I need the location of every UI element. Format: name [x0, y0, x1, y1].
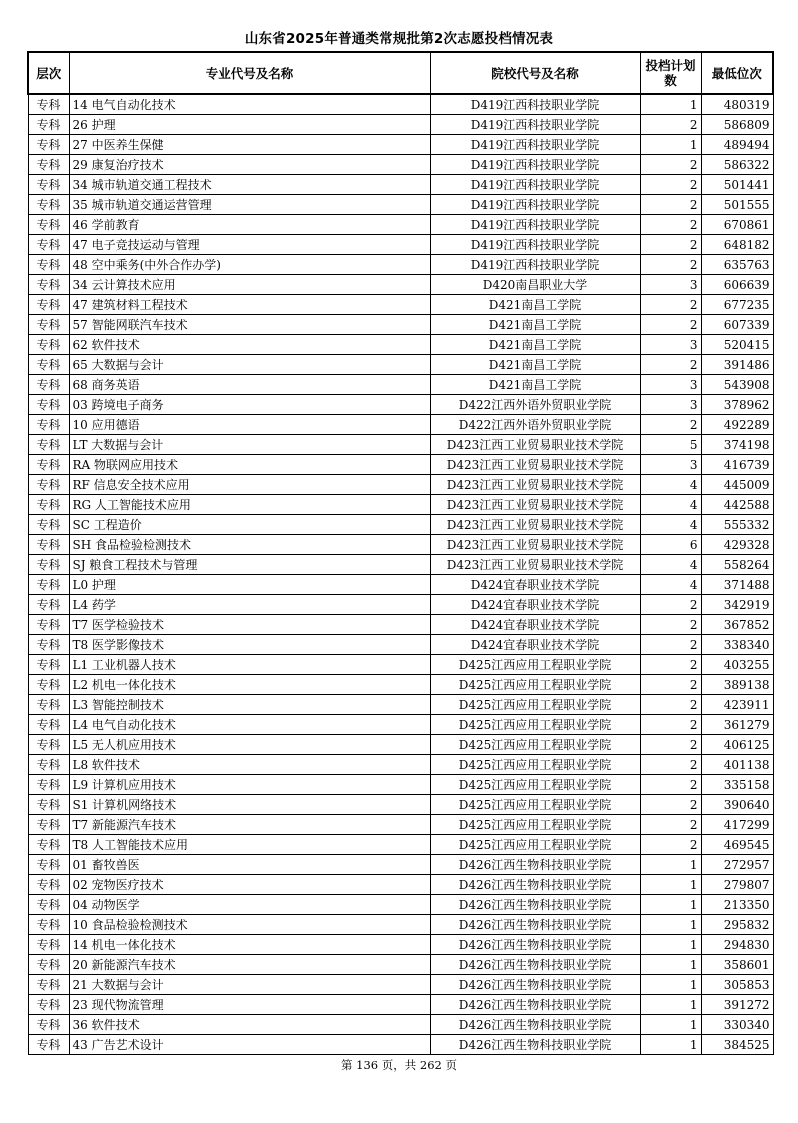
cell-major: L4 药学	[69, 595, 430, 615]
cell-rank: 279807	[701, 875, 773, 895]
cell-school: D423江西工业贸易职业技术学院	[430, 555, 640, 575]
cell-major: L4 电气自动化技术	[69, 715, 430, 735]
cell-level: 专科	[28, 475, 69, 495]
cell-plan: 1	[640, 955, 701, 975]
cell-level: 专科	[28, 995, 69, 1015]
cell-level: 专科	[28, 355, 69, 375]
cell-rank: 342919	[701, 595, 773, 615]
cell-school: D421南昌工学院	[430, 355, 640, 375]
cell-school: D425江西应用工程职业学院	[430, 775, 640, 795]
cell-major: S1 计算机网络技术	[69, 795, 430, 815]
table-body	[28, 94, 773, 1055]
cell-level: 专科	[28, 94, 69, 115]
cell-rank: 480319	[701, 94, 773, 115]
cell-rank: 401138	[701, 755, 773, 775]
cell-school: D423江西工业贸易职业技术学院	[430, 475, 640, 495]
table-row	[28, 595, 773, 615]
cell-major: 27 中医养生保健	[69, 135, 430, 155]
cell-level: 专科	[28, 1015, 69, 1035]
cell-school: D419江西科技职业学院	[430, 235, 640, 255]
table-row	[28, 795, 773, 815]
cell-plan: 2	[640, 635, 701, 655]
cell-rank: 677235	[701, 295, 773, 315]
cell-rank: 330340	[701, 1015, 773, 1035]
cell-rank: 305853	[701, 975, 773, 995]
cell-rank: 558264	[701, 555, 773, 575]
cell-rank: 520415	[701, 335, 773, 355]
cell-school: D424宜春职业技术学院	[430, 635, 640, 655]
cell-major: SH 食品检验检测技术	[69, 535, 430, 555]
cell-school: D423江西工业贸易职业技术学院	[430, 455, 640, 475]
cell-rank: 501441	[701, 175, 773, 195]
cell-level: 专科	[28, 495, 69, 515]
cell-plan: 2	[640, 715, 701, 735]
cell-school: D423江西工业贸易职业技术学院	[430, 495, 640, 515]
cell-level: 专科	[28, 215, 69, 235]
cell-level: 专科	[28, 555, 69, 575]
cell-major: LT 大数据与会计	[69, 435, 430, 455]
table-row	[28, 735, 773, 755]
table-row	[28, 495, 773, 515]
table-row	[28, 455, 773, 475]
cell-major: 65 大数据与会计	[69, 355, 430, 375]
cell-school: D425江西应用工程职业学院	[430, 655, 640, 675]
cell-major: RF 信息安全技术应用	[69, 475, 430, 495]
cell-rank: 423911	[701, 695, 773, 715]
cell-major: 47 电子竞技运动与管理	[69, 235, 430, 255]
cell-major: 36 软件技术	[69, 1015, 430, 1035]
cell-school: D425江西应用工程职业学院	[430, 675, 640, 695]
cell-rank: 371488	[701, 575, 773, 595]
cell-rank: 442588	[701, 495, 773, 515]
cell-plan: 2	[640, 595, 701, 615]
table-row	[28, 335, 773, 355]
cell-plan: 2	[640, 175, 701, 195]
cell-level: 专科	[28, 775, 69, 795]
cell-school: D423江西工业贸易职业技术学院	[430, 535, 640, 555]
cell-plan: 2	[640, 235, 701, 255]
cell-rank: 417299	[701, 815, 773, 835]
cell-major: 35 城市轨道交通运营管理	[69, 195, 430, 215]
table-row	[28, 695, 773, 715]
cell-major: RA 物联网应用技术	[69, 455, 430, 475]
cell-major: 46 学前教育	[69, 215, 430, 235]
cell-rank: 338340	[701, 635, 773, 655]
cell-major: 21 大数据与会计	[69, 975, 430, 995]
cell-rank: 358601	[701, 955, 773, 975]
cell-major: 34 城市轨道交通工程技术	[69, 175, 430, 195]
cell-plan: 3	[640, 375, 701, 395]
cell-level: 专科	[28, 595, 69, 615]
cell-school: D426江西生物科技职业学院	[430, 1035, 640, 1055]
table-row	[28, 1015, 773, 1035]
cell-level: 专科	[28, 235, 69, 255]
cell-rank: 445009	[701, 475, 773, 495]
cell-plan: 2	[640, 755, 701, 775]
cell-rank: 429328	[701, 535, 773, 555]
cell-level: 专科	[28, 455, 69, 475]
table-row	[28, 775, 773, 795]
cell-major: 62 软件技术	[69, 335, 430, 355]
table-row	[28, 195, 773, 215]
table-row	[28, 94, 773, 115]
cell-plan: 1	[640, 135, 701, 155]
cell-major: L0 护理	[69, 575, 430, 595]
cell-plan: 4	[640, 515, 701, 535]
cell-plan: 2	[640, 115, 701, 135]
cell-school: D419江西科技职业学院	[430, 94, 640, 115]
table-row	[28, 395, 773, 415]
cell-plan: 3	[640, 335, 701, 355]
table-row	[28, 315, 773, 335]
cell-plan: 4	[640, 495, 701, 515]
cell-plan: 2	[640, 735, 701, 755]
cell-rank: 586809	[701, 115, 773, 135]
cell-school: D421南昌工学院	[430, 335, 640, 355]
cell-major: 23 现代物流管理	[69, 995, 430, 1015]
cell-school: D421南昌工学院	[430, 295, 640, 315]
table-row	[28, 115, 773, 135]
cell-level: 专科	[28, 195, 69, 215]
cell-school: D425江西应用工程职业学院	[430, 835, 640, 855]
cell-school: D425江西应用工程职业学院	[430, 815, 640, 835]
cell-level: 专科	[28, 935, 69, 955]
cell-rank: 555332	[701, 515, 773, 535]
cell-rank: 543908	[701, 375, 773, 395]
cell-major: T7 医学检验技术	[69, 615, 430, 635]
table-row	[28, 635, 773, 655]
cell-rank: 670861	[701, 215, 773, 235]
cell-school: D424宜春职业技术学院	[430, 595, 640, 615]
cell-plan: 1	[640, 1035, 701, 1055]
cell-level: 专科	[28, 915, 69, 935]
cell-plan: 2	[640, 835, 701, 855]
table-row	[28, 915, 773, 935]
page-number: 第 136 页，共 262 页	[340, 1058, 458, 1072]
cell-level: 专科	[28, 975, 69, 995]
page-title: 山东省2025年普通类常规批第2次志愿投档情况表	[244, 31, 554, 47]
cell-level: 专科	[28, 895, 69, 915]
cell-plan: 1	[640, 975, 701, 995]
cell-major: 14 电气自动化技术	[69, 94, 430, 115]
cell-plan: 2	[640, 615, 701, 635]
cell-plan: 1	[640, 895, 701, 915]
cell-major: 68 商务英语	[69, 375, 430, 395]
cell-rank: 469545	[701, 835, 773, 855]
cell-plan: 2	[640, 355, 701, 375]
cell-rank: 391272	[701, 995, 773, 1015]
cell-plan: 2	[640, 775, 701, 795]
cell-level: 专科	[28, 955, 69, 975]
cell-major: L9 计算机应用技术	[69, 775, 430, 795]
cell-school: D425江西应用工程职业学院	[430, 755, 640, 775]
cell-level: 专科	[28, 335, 69, 355]
cell-plan: 1	[640, 875, 701, 895]
cell-major: T8 医学影像技术	[69, 635, 430, 655]
table-row	[28, 995, 773, 1015]
cell-rank: 607339	[701, 315, 773, 335]
cell-school: D425江西应用工程职业学院	[430, 715, 640, 735]
cell-school: D423江西工业贸易职业技术学院	[430, 435, 640, 455]
cell-rank: 295832	[701, 915, 773, 935]
cell-school: D426江西生物科技职业学院	[430, 1015, 640, 1035]
table-row	[28, 875, 773, 895]
cell-major: SC 工程造价	[69, 515, 430, 535]
table-row	[28, 475, 773, 495]
cell-rank: 384525	[701, 1035, 773, 1055]
cell-school: D419江西科技职业学院	[430, 195, 640, 215]
table-row	[28, 295, 773, 315]
table-row	[28, 755, 773, 775]
cell-plan: 1	[640, 1015, 701, 1035]
cell-level: 专科	[28, 735, 69, 755]
cell-rank: 378962	[701, 395, 773, 415]
cell-major: L5 无人机应用技术	[69, 735, 430, 755]
cell-rank: 492289	[701, 415, 773, 435]
cell-plan: 6	[640, 535, 701, 555]
cell-major: 20 新能源汽车技术	[69, 955, 430, 975]
table-row	[28, 815, 773, 835]
cell-plan: 2	[640, 415, 701, 435]
cell-school: D424宜春职业技术学院	[430, 575, 640, 595]
cell-school: D426江西生物科技职业学院	[430, 995, 640, 1015]
cell-major: 48 空中乘务(中外合作办学)	[69, 255, 430, 275]
cell-major: 43 广告艺术设计	[69, 1035, 430, 1055]
cell-major: L8 软件技术	[69, 755, 430, 775]
cell-level: 专科	[28, 675, 69, 695]
cell-level: 专科	[28, 635, 69, 655]
cell-plan: 2	[640, 215, 701, 235]
cell-school: D426江西生物科技职业学院	[430, 875, 640, 895]
table-row	[28, 215, 773, 235]
table-row	[28, 275, 773, 295]
cell-rank: 586322	[701, 155, 773, 175]
table-row	[28, 855, 773, 875]
cell-school: D422江西外语外贸职业学院	[430, 415, 640, 435]
cell-major: 14 机电一体化技术	[69, 935, 430, 955]
cell-rank: 389138	[701, 675, 773, 695]
cell-school: D419江西科技职业学院	[430, 115, 640, 135]
cell-major: T8 人工智能技术应用	[69, 835, 430, 855]
cell-rank: 648182	[701, 235, 773, 255]
cell-school: D426江西生物科技职业学院	[430, 895, 640, 915]
cell-level: 专科	[28, 575, 69, 595]
cell-plan: 2	[640, 295, 701, 315]
cell-rank: 213350	[701, 895, 773, 915]
cell-rank: 403255	[701, 655, 773, 675]
cell-school: D426江西生物科技职业学院	[430, 855, 640, 875]
header-school: 院校代号及名称	[430, 52, 640, 94]
table-row	[28, 835, 773, 855]
cell-level: 专科	[28, 175, 69, 195]
cell-level: 专科	[28, 415, 69, 435]
cell-rank: 489494	[701, 135, 773, 155]
cell-plan: 2	[640, 195, 701, 215]
cell-plan: 2	[640, 255, 701, 275]
cell-school: D425江西应用工程职业学院	[430, 735, 640, 755]
header-plan: 投档计划数	[640, 52, 701, 94]
cell-plan: 4	[640, 575, 701, 595]
cell-rank: 374198	[701, 435, 773, 455]
cell-plan: 5	[640, 435, 701, 455]
cell-school: D419江西科技职业学院	[430, 135, 640, 155]
cell-major: 57 智能网联汽车技术	[69, 315, 430, 335]
cell-school: D419江西科技职业学院	[430, 215, 640, 235]
cell-major: L3 智能控制技术	[69, 695, 430, 715]
cell-plan: 2	[640, 815, 701, 835]
cell-rank: 416739	[701, 455, 773, 475]
cell-level: 专科	[28, 815, 69, 835]
cell-rank: 335158	[701, 775, 773, 795]
table-row	[28, 515, 773, 535]
cell-plan: 4	[640, 555, 701, 575]
cell-level: 专科	[28, 715, 69, 735]
table-row	[28, 975, 773, 995]
cell-school: D425江西应用工程职业学院	[430, 695, 640, 715]
cell-school: D419江西科技职业学院	[430, 255, 640, 275]
cell-plan: 3	[640, 275, 701, 295]
cell-rank: 391486	[701, 355, 773, 375]
cell-level: 专科	[28, 435, 69, 455]
cell-level: 专科	[28, 115, 69, 135]
cell-major: T7 新能源汽车技术	[69, 815, 430, 835]
cell-level: 专科	[28, 535, 69, 555]
table-row	[28, 155, 773, 175]
table-row	[28, 1035, 773, 1055]
cell-plan: 1	[640, 995, 701, 1015]
table-row	[28, 355, 773, 375]
cell-major: 26 护理	[69, 115, 430, 135]
cell-level: 专科	[28, 875, 69, 895]
cell-major: RG 人工智能技术应用	[69, 495, 430, 515]
cell-school: D423江西工业贸易职业技术学院	[430, 515, 640, 535]
cell-level: 专科	[28, 615, 69, 635]
cell-school: D420南昌职业大学	[430, 275, 640, 295]
cell-major: 03 跨境电子商务	[69, 395, 430, 415]
cell-major: 10 应用德语	[69, 415, 430, 435]
cell-plan: 2	[640, 155, 701, 175]
cell-level: 专科	[28, 1035, 69, 1055]
table-row	[28, 555, 773, 575]
cell-level: 专科	[28, 275, 69, 295]
cell-rank: 390640	[701, 795, 773, 815]
cell-plan: 4	[640, 475, 701, 495]
table-row	[28, 655, 773, 675]
cell-school: D424宜春职业技术学院	[430, 615, 640, 635]
cell-major: 01 畜牧兽医	[69, 855, 430, 875]
cell-rank: 367852	[701, 615, 773, 635]
cell-level: 专科	[28, 795, 69, 815]
cell-plan: 1	[640, 915, 701, 935]
cell-level: 专科	[28, 375, 69, 395]
cell-major: 02 宠物医疗技术	[69, 875, 430, 895]
cell-rank: 361279	[701, 715, 773, 735]
table-row	[28, 255, 773, 275]
admission-table	[27, 51, 774, 1055]
cell-major: L1 工业机器人技术	[69, 655, 430, 675]
cell-level: 专科	[28, 835, 69, 855]
cell-plan: 2	[640, 795, 701, 815]
cell-major: L2 机电一体化技术	[69, 675, 430, 695]
table-row	[28, 235, 773, 255]
table-row	[28, 715, 773, 735]
table-row	[28, 435, 773, 455]
cell-major: 34 云计算技术应用	[69, 275, 430, 295]
cell-level: 专科	[28, 655, 69, 675]
cell-level: 专科	[28, 395, 69, 415]
cell-rank: 501555	[701, 195, 773, 215]
cell-plan: 1	[640, 935, 701, 955]
cell-plan: 2	[640, 315, 701, 335]
header-level: 层次	[28, 52, 69, 94]
cell-level: 专科	[28, 515, 69, 535]
cell-plan: 3	[640, 455, 701, 475]
table-row	[28, 375, 773, 395]
cell-school: D426江西生物科技职业学院	[430, 915, 640, 935]
cell-school: D426江西生物科技职业学院	[430, 975, 640, 995]
cell-major: 04 动物医学	[69, 895, 430, 915]
table-row	[28, 575, 773, 595]
cell-rank: 406125	[701, 735, 773, 755]
header-rank: 最低位次	[701, 52, 773, 94]
cell-major: SJ 粮食工程技术与管理	[69, 555, 430, 575]
cell-major: 29 康复治疗技术	[69, 155, 430, 175]
header-major: 专业代号及名称	[69, 52, 430, 94]
cell-level: 专科	[28, 295, 69, 315]
cell-plan: 2	[640, 675, 701, 695]
cell-school: D422江西外语外贸职业学院	[430, 395, 640, 415]
table-row	[28, 935, 773, 955]
cell-school: D419江西科技职业学院	[430, 175, 640, 195]
table-row	[28, 175, 773, 195]
cell-level: 专科	[28, 155, 69, 175]
cell-rank: 635763	[701, 255, 773, 275]
table-header-row	[28, 52, 773, 94]
cell-plan: 3	[640, 395, 701, 415]
cell-level: 专科	[28, 315, 69, 335]
cell-school: D426江西生物科技职业学院	[430, 955, 640, 975]
cell-level: 专科	[28, 695, 69, 715]
table-row	[28, 135, 773, 155]
cell-plan: 2	[640, 695, 701, 715]
cell-level: 专科	[28, 855, 69, 875]
cell-plan: 1	[640, 855, 701, 875]
table-row	[28, 955, 773, 975]
cell-level: 专科	[28, 135, 69, 155]
cell-major: 47 建筑材料工程技术	[69, 295, 430, 315]
cell-school: D421南昌工学院	[430, 315, 640, 335]
table-row	[28, 535, 773, 555]
cell-level: 专科	[28, 755, 69, 775]
cell-rank: 272957	[701, 855, 773, 875]
table-row	[28, 675, 773, 695]
cell-major: 10 食品检验检测技术	[69, 915, 430, 935]
table-row	[28, 615, 773, 635]
cell-plan: 1	[640, 94, 701, 115]
cell-school: D421南昌工学院	[430, 375, 640, 395]
cell-rank: 606639	[701, 275, 773, 295]
cell-school: D426江西生物科技职业学院	[430, 935, 640, 955]
cell-plan: 2	[640, 655, 701, 675]
table-row	[28, 415, 773, 435]
cell-school: D425江西应用工程职业学院	[430, 795, 640, 815]
table-row	[28, 895, 773, 915]
cell-school: D419江西科技职业学院	[430, 155, 640, 175]
cell-level: 专科	[28, 255, 69, 275]
cell-rank: 294830	[701, 935, 773, 955]
